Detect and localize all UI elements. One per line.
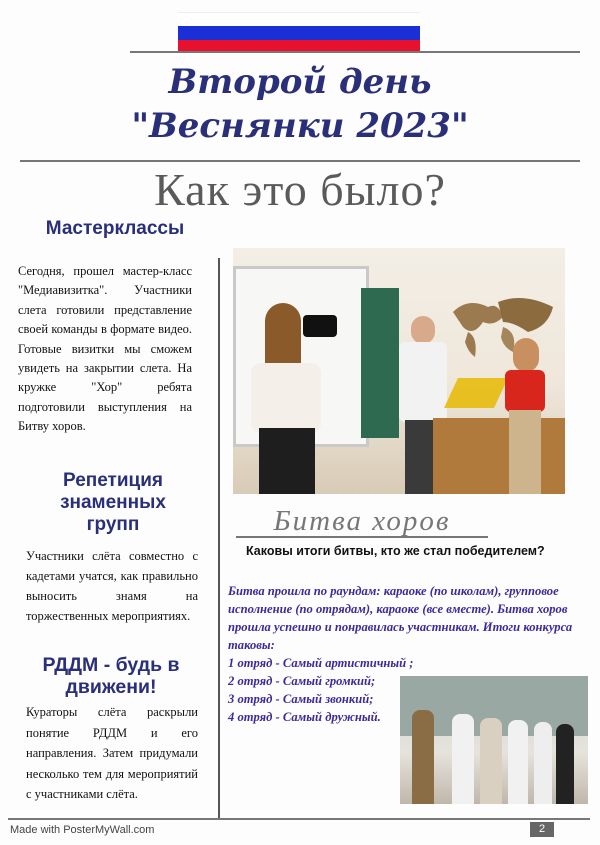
flag-stripe-blue (178, 26, 420, 39)
page-number: 2 (530, 822, 554, 837)
heading-line: групп (86, 514, 140, 535)
battle-of-choirs-heading: Битва хоров (236, 506, 488, 538)
section-heading-flag-groups (40, 470, 186, 536)
footer-rule (8, 818, 590, 820)
green-chalkboard (361, 288, 399, 438)
heading-line: РДДМ - будь в (42, 654, 180, 676)
column-divider (218, 258, 220, 818)
page-subtitle: Как это было? (154, 164, 446, 215)
footer-credit: Made with PosterMyWall.com (10, 824, 155, 836)
result-item: 2 отряд - Самый громкий; (228, 674, 376, 688)
section-heading-masterclasses: Мастерклассы (45, 218, 185, 239)
result-item: 4 отряд - Самый дружный. (228, 710, 381, 724)
photo-choir-group (400, 676, 588, 804)
result-item: 1 отряд - Самый артистичный ; (228, 656, 414, 670)
section-text-masterclasses: Сегодня, прошел мастер-класс "Медиавизитка". Участники слета готовили представление своей команды в формате видео. Готовые визитки мы сможем увидеть на закрытии слета. На кружке "Хор" ребята подготовили выступления на Битву хоров. (18, 264, 192, 434)
title-line-2: "Веснянки 2023" (131, 106, 469, 146)
result-item: 3 отряд - Самый звонкий; (228, 692, 374, 706)
photo-photographer-classroom (233, 248, 565, 494)
section-text-rddm: Кураторы слёта раскрыли понятие РДДМ и его направления. Затем придумали несколько тем для мероприятий с участниками слёта. (26, 705, 198, 801)
title-line-1: Второй день (168, 62, 432, 102)
camera-icon (303, 315, 337, 337)
header-top-rule (130, 51, 580, 53)
page-title (0, 60, 600, 148)
heading-line: Репетиция (63, 470, 163, 491)
girl-in-red (501, 338, 549, 494)
girl-photographer (251, 303, 323, 494)
flag-stripe-white (178, 12, 420, 26)
heading-line: знаменных (60, 492, 166, 513)
heading-line: движени! (65, 676, 157, 698)
ruler-decor (444, 378, 508, 408)
section-heading-rddm (28, 654, 194, 698)
battle-question: Каковы итоги битвы, кто же стал победителем? (246, 544, 545, 558)
russian-flag (178, 12, 420, 52)
section-text-flag-groups: Участники слёта совместно с кадетами учатся, как правильно выносить знамя на торжественных мероприятиях. (26, 549, 198, 623)
battle-intro: Битва прошла по раундам: караоке (по школам), групповое исполнение (по отрядам), караоке (все вместе). Битва хоров прошла успешно и понравилась участникам. Итоги конкурса таковы: (228, 584, 573, 652)
